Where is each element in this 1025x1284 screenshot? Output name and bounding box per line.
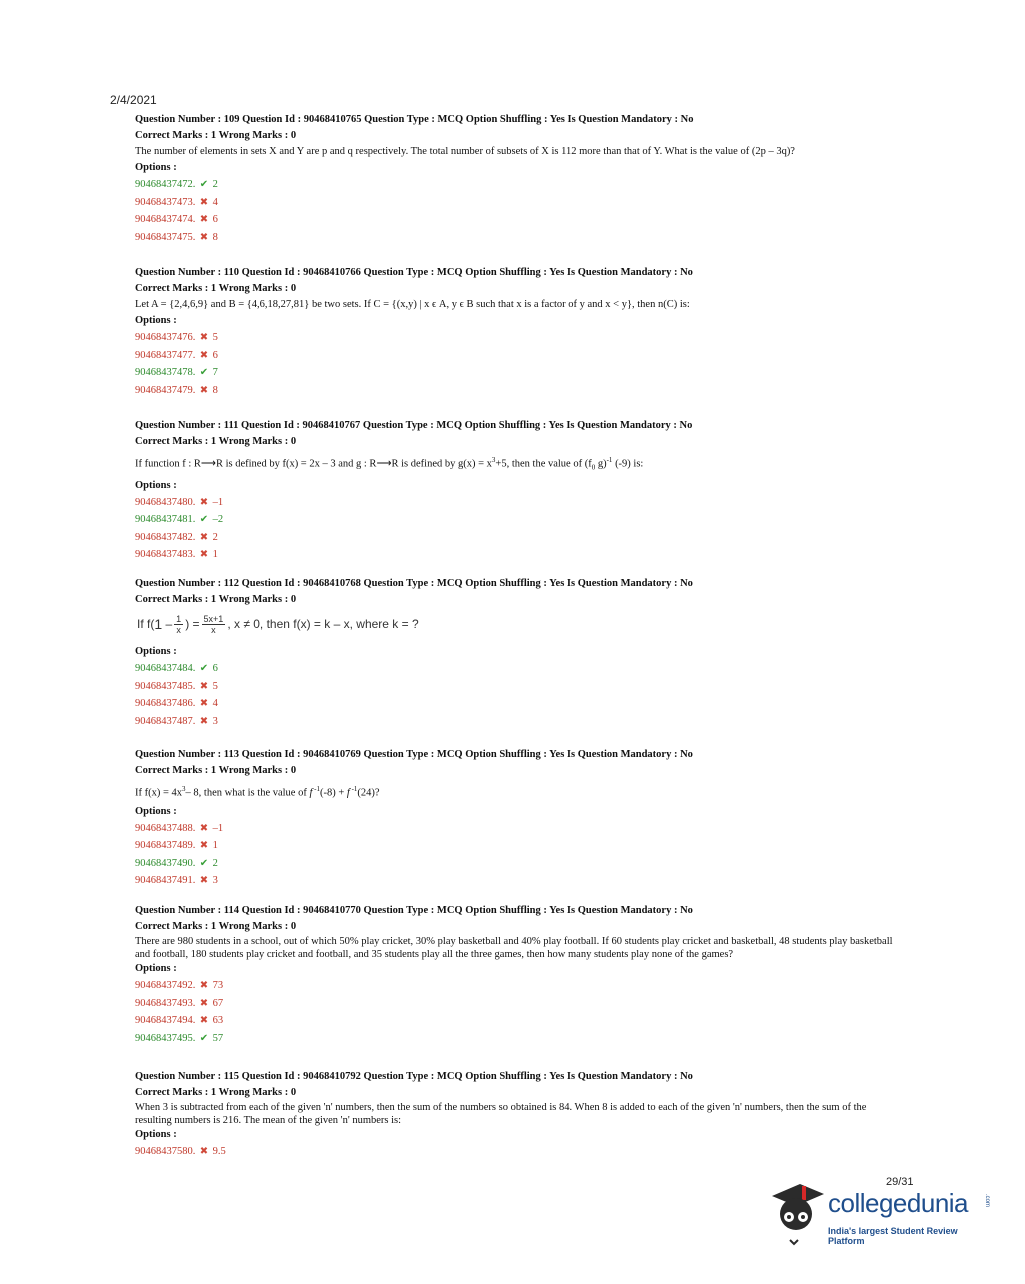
option-value: 2: [212, 857, 218, 869]
options-label: Options :: [135, 1129, 177, 1140]
question-marks: Correct Marks : 1 Wrong Marks : 0: [135, 1087, 297, 1098]
option-row: [135, 820, 900, 838]
cross-icon: ✖: [199, 196, 209, 208]
cross-icon: ✖: [199, 840, 209, 851]
option-id: 90468437481.: [135, 514, 196, 526]
option-value: 6: [212, 663, 218, 674]
question-stem: The number of elements in sets X and Y are p and q respectively. The total number of subsets of X is 112 more than that of Y. What is the value of (2p – 3q)?: [135, 146, 795, 157]
option-value: 8: [212, 231, 218, 243]
option-row: [135, 529, 900, 547]
cross-icon: ✖: [199, 980, 209, 991]
option-row: [135, 347, 900, 365]
check-icon: ✔: [199, 857, 209, 869]
option-value: 57: [212, 1032, 224, 1044]
option-value: 4: [212, 698, 218, 709]
check-icon: ✔: [199, 663, 209, 674]
option-id: 90468437476.: [135, 332, 196, 343]
option-row: [135, 837, 900, 855]
options-label: Options :: [135, 963, 177, 974]
option-row: [135, 511, 900, 529]
option-row: [135, 977, 900, 995]
option-id: 90468437485.: [135, 680, 196, 692]
option-row: [135, 713, 900, 731]
question-113: [135, 747, 900, 890]
option-value: 73: [212, 980, 224, 991]
options-label: Options :: [135, 162, 177, 173]
option-row: [135, 382, 900, 400]
option-id: 90468437489.: [135, 840, 196, 851]
option-id: 90468437478.: [135, 367, 196, 378]
collegedunia-logo: [766, 1178, 996, 1248]
check-icon: ✔: [199, 1032, 209, 1044]
option-id: 90468437473.: [135, 196, 196, 208]
option-row: [135, 494, 900, 512]
question-111: [135, 418, 900, 564]
cross-icon: ✖: [199, 332, 209, 343]
option-value: 1: [212, 840, 218, 851]
cross-icon: ✖: [199, 549, 209, 561]
cross-icon: ✖: [199, 997, 209, 1009]
cross-icon: ✖: [199, 531, 209, 543]
cross-icon: ✖: [199, 875, 209, 886]
option-id: 90468437480.: [135, 496, 196, 508]
option-id: 90468437487.: [135, 715, 196, 727]
logo-tld: .com: [984, 1194, 990, 1208]
option-value: 5: [212, 332, 218, 343]
cross-icon: ✖: [199, 349, 209, 361]
option-id: 90468437479.: [135, 384, 196, 396]
option-value: 6: [212, 214, 218, 225]
option-row: [135, 194, 900, 212]
page-number: 29/31: [886, 1176, 914, 1188]
option-id: 90468437477.: [135, 349, 196, 361]
option-row: [135, 660, 900, 678]
option-value: 9.5: [212, 1146, 226, 1157]
question-header: Question Number : 109 Question Id : 90468410765 Question Type : MCQ Option Shuffling : Yes Is Question Mandatory : No: [135, 114, 694, 125]
check-icon: ✔: [199, 514, 209, 526]
option-value: –1: [212, 496, 224, 508]
option-value: –1: [212, 822, 224, 834]
option-id: 90468437472.: [135, 179, 196, 190]
print-date: 2/4/2021: [110, 93, 157, 107]
question-112: [135, 576, 900, 730]
question-stem: When 3 is subtracted from each of the given 'n' numbers, then the sum of the numbers so obtained is 84. When 8 is added to each of the given 'n' numbers, then the sum of the resulting numbers is 216. The mean of the given 'n' numbers is:: [135, 1102, 867, 1126]
question-header: Question Number : 113 Question Id : 90468410769 Question Type : MCQ Option Shuffling : Yes Is Question Mandatory : No: [135, 749, 693, 760]
question-marks: Correct Marks : 1 Wrong Marks : 0: [135, 130, 297, 141]
option-id: 90468437474.: [135, 214, 196, 225]
question-stem: If $f(x) = 4x^3-$ 8, then what is the value of f $^{-1}$(-8) + f $^{-1}$(24)?: [135, 785, 380, 799]
option-value: –2: [212, 514, 224, 526]
option-id: 90468437495.: [135, 1032, 196, 1044]
cross-icon: ✖: [199, 1015, 209, 1026]
question-109: [135, 112, 900, 246]
option-id: 90468437482.: [135, 531, 196, 543]
cross-icon: ✖: [199, 822, 209, 834]
question-110: [135, 265, 900, 399]
cross-icon: ✖: [199, 214, 209, 225]
question-114: [135, 903, 900, 1047]
question-stem: If function f : R⟶R is defined by f(x) = 2x – 3 and g : R⟶R is defined by $g(x) = x^3+5$, then the value of ($f_0$ g)$^{-1}$ (-9) is:: [135, 456, 644, 472]
mascot-icon: [766, 1178, 826, 1248]
option-value: 2: [212, 531, 218, 543]
question-stem: There are 980 students in a school, out of which 50% play cricket, 30% play basketball and 40% play football. If 60 students play cricket and basketball, 48 students play basketball and football, 180 students play cricket and football, and 35 students play all the three games, then how many students play none of the games?: [135, 936, 893, 960]
options-label: Options :: [135, 479, 177, 491]
question-header: Question Number : 114 Question Id : 90468410770 Question Type : MCQ Option Shuffling : Yes Is Question Mandatory : No: [135, 905, 693, 916]
logo-tagline: India's largest Student Review Platform: [828, 1226, 958, 1246]
option-row: [135, 1143, 900, 1161]
option-value: 4: [212, 196, 218, 208]
logo-wordmark: collegedunia: [828, 1188, 969, 1218]
question-marks: Correct Marks : 1 Wrong Marks : 0: [135, 436, 297, 447]
question-stem: Let A = {2,4,6,9} and B = {4,6,18,27,81} be two sets. If C = {(x,y) | x ϵ A, y ϵ B such that x is a factor of y and x < y}, then n(C) is:: [135, 299, 690, 310]
option-value: 8: [212, 384, 218, 396]
option-value: 7: [212, 367, 218, 378]
option-row: [135, 364, 900, 382]
cross-icon: ✖: [199, 1146, 209, 1157]
cross-icon: ✖: [199, 698, 209, 709]
option-id: 90468437493.: [135, 997, 196, 1009]
option-row: [135, 1030, 900, 1048]
question-marks: Correct Marks : 1 Wrong Marks : 0: [135, 283, 297, 294]
cross-icon: ✖: [199, 680, 209, 692]
question-formula: If f( 1 – $\frac{1}{x}$ ) = $\frac{5x+1}{x}$ , x ≠ 0, then f(x) = k – x, where k = ?: [137, 613, 419, 635]
option-value: 3: [212, 875, 218, 886]
option-id: 90468437492.: [135, 980, 196, 991]
option-value: 2: [212, 179, 218, 190]
option-row: [135, 872, 900, 890]
option-value: 63: [212, 1015, 224, 1026]
question-header: Question Number : 111 Question Id : 90468410767 Question Type : MCQ Option Shuffling : Yes Is Question Mandatory : No: [135, 420, 693, 431]
cross-icon: ✖: [199, 496, 209, 508]
question-115: [135, 1069, 900, 1161]
question-header: Question Number : 110 Question Id : 90468410766 Question Type : MCQ Option Shuffling : Yes Is Question Mandatory : No: [135, 267, 693, 278]
option-row: [135, 546, 900, 564]
option-id: 90468437494.: [135, 1015, 196, 1026]
options-label: Options :: [135, 646, 177, 657]
option-id: 90468437491.: [135, 875, 196, 886]
option-row: [135, 855, 900, 873]
option-id: 90468437475.: [135, 231, 196, 243]
options-label: Options :: [135, 805, 177, 817]
option-value: 1: [212, 549, 218, 561]
question-header: Question Number : 115 Question Id : 90468410792 Question Type : MCQ Option Shuffling : Yes Is Question Mandatory : No: [135, 1071, 693, 1082]
option-id: 90468437486.: [135, 698, 196, 709]
option-row: [135, 211, 900, 229]
option-value: 3: [212, 715, 218, 727]
question-header: Question Number : 112 Question Id : 90468410768 Question Type : MCQ Option Shuffling : Yes Is Question Mandatory : No: [135, 578, 693, 589]
options-label: Options :: [135, 315, 177, 326]
option-row: [135, 229, 900, 247]
option-row: [135, 678, 900, 696]
option-row: [135, 695, 900, 713]
option-row: [135, 176, 900, 194]
question-marks: Correct Marks : 1 Wrong Marks : 0: [135, 765, 297, 776]
cross-icon: ✖: [199, 231, 209, 243]
question-marks: Correct Marks : 1 Wrong Marks : 0: [135, 921, 297, 932]
check-icon: ✔: [199, 367, 209, 378]
cross-icon: ✖: [199, 715, 209, 727]
option-id: 90468437484.: [135, 663, 196, 674]
cross-icon: ✖: [199, 384, 209, 396]
option-value: 5: [212, 680, 218, 692]
option-row: [135, 329, 900, 347]
option-row: [135, 1012, 900, 1030]
option-id: 90468437580.: [135, 1146, 196, 1157]
option-row: [135, 995, 900, 1013]
check-icon: ✔: [199, 179, 209, 190]
option-id: 90468437488.: [135, 822, 196, 834]
question-marks: Correct Marks : 1 Wrong Marks : 0: [135, 594, 297, 605]
option-id: 90468437483.: [135, 549, 196, 561]
option-value: 67: [212, 997, 224, 1009]
option-value: 6: [212, 349, 218, 361]
option-id: 90468437490.: [135, 857, 196, 869]
